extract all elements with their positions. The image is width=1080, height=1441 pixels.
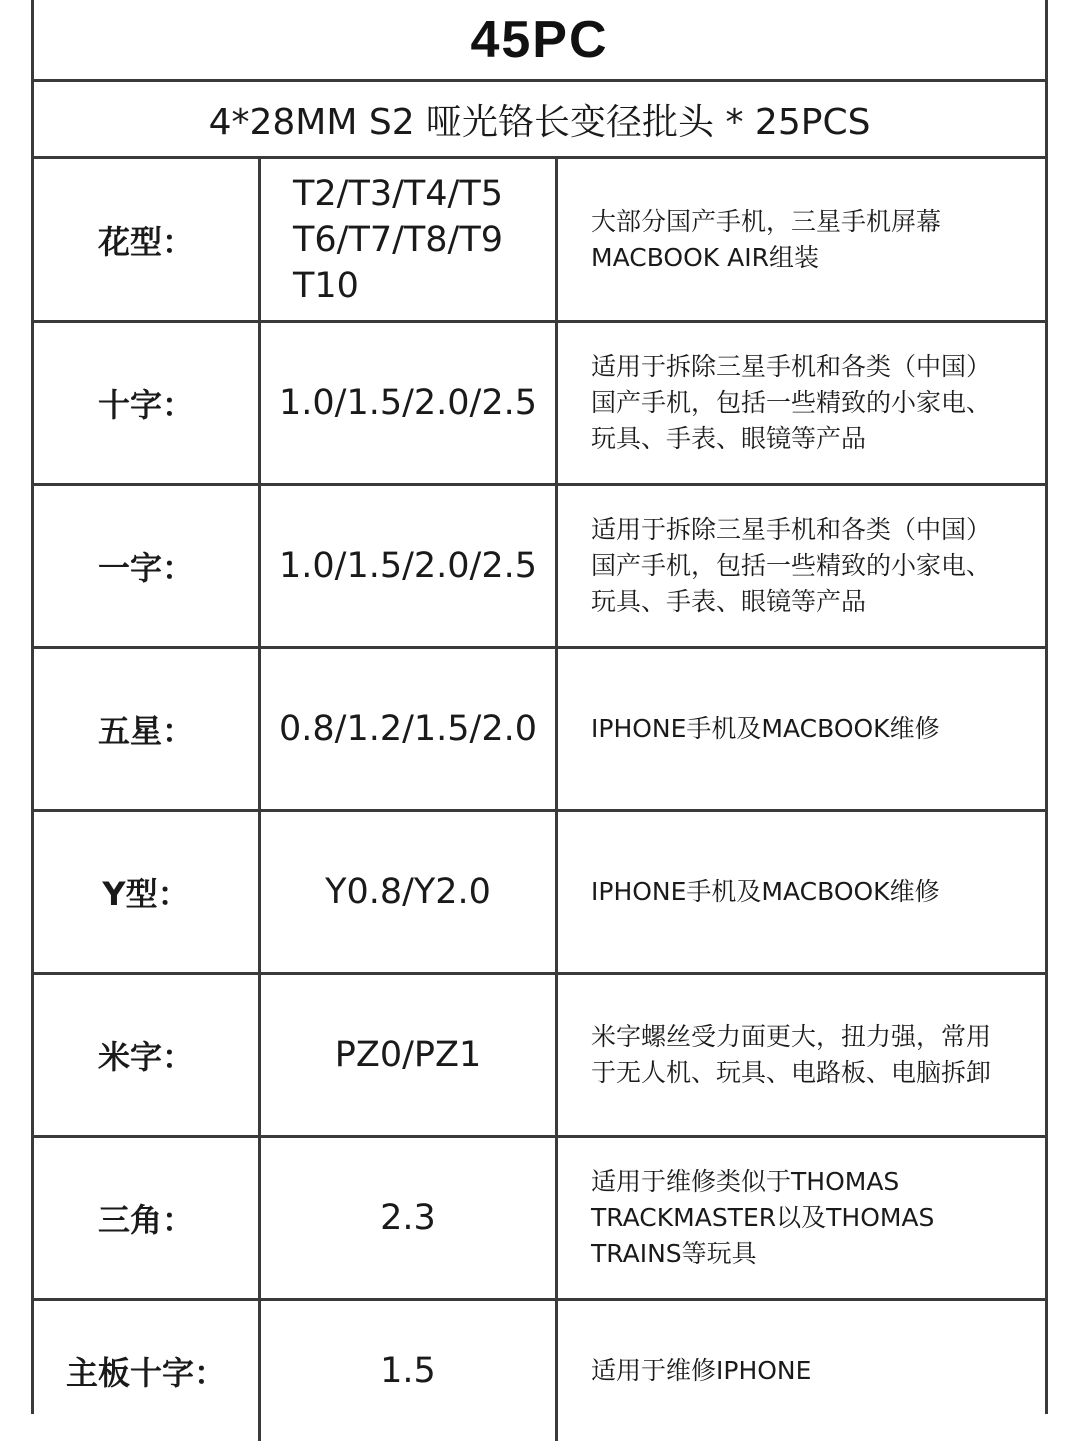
desc-line: IPHONE手机及MACBOOK维修: [591, 714, 940, 743]
spec-line: T10: [293, 265, 359, 306]
table-row: [34, 1301, 1045, 1441]
row-spec: 1.5: [261, 1301, 558, 1441]
row-label: 主板十字：: [34, 1301, 261, 1441]
row-description: [558, 323, 1045, 483]
row-label: 十字：: [34, 323, 261, 483]
spec-line: T2/T3/T4/T5: [293, 173, 503, 214]
desc-line: 适用于拆除三星手机和各类（中国）: [591, 352, 992, 381]
table-row: [34, 812, 1045, 975]
desc-line: 适用于拆除三星手机和各类（中国）: [591, 515, 992, 544]
row-label: 五星：: [34, 649, 261, 809]
row-spec: Y0.8/Y2.0: [261, 812, 558, 972]
table-row: [34, 649, 1045, 812]
desc-line: 玩具、手表、眼镜等产品: [591, 587, 867, 616]
row-spec: 2.3: [261, 1138, 558, 1298]
desc-line: 适用于维修类似于THOMAS: [591, 1167, 900, 1196]
table-row: [34, 1138, 1045, 1301]
table-row: [34, 323, 1045, 486]
row-description: [558, 975, 1045, 1135]
desc-line: TRAINS等玩具: [591, 1239, 757, 1268]
row-description: [558, 1301, 1045, 1441]
table-title: 45PC: [34, 0, 1045, 82]
desc-line: 玩具、手表、眼镜等产品: [591, 424, 867, 453]
row-spec: 1.0/1.5/2.0/2.5: [261, 323, 558, 483]
table-subtitle: 4*28MM S2 哑光铬长变径批头 * 25PCS: [34, 82, 1045, 159]
spec-table: [31, 0, 1048, 1414]
desc-line: MACBOOK AIR组装: [591, 242, 819, 272]
table-row: [34, 486, 1045, 649]
row-description: [558, 159, 1045, 320]
desc-line: 于无人机、玩具、电路板、电脑拆卸: [591, 1058, 992, 1087]
row-label: Y型：: [34, 812, 261, 972]
desc-line: 国产手机，包括一些精致的小家电、: [591, 388, 992, 417]
row-description: [558, 486, 1045, 646]
desc-line: 国产手机，包括一些精致的小家电、: [591, 551, 992, 580]
row-label: 花型：: [34, 159, 261, 320]
row-description: [558, 812, 1045, 972]
desc-line: 大部分国产手机，三星手机屏幕: [591, 206, 942, 236]
desc-line: IPHONE手机及MACBOOK维修: [591, 877, 940, 906]
row-description: [558, 649, 1045, 809]
desc-line: TRACKMASTER以及THOMAS: [591, 1203, 935, 1232]
desc-line: 米字螺丝受力面更大，扭力强，常用: [591, 1022, 992, 1051]
row-description: [558, 1138, 1045, 1298]
row-spec: 0.8/1.2/1.5/2.0: [261, 649, 558, 809]
table-row: [34, 159, 1045, 323]
spec-line: T6/T7/T8/T9: [293, 219, 503, 260]
row-spec: 1.0/1.5/2.0/2.5: [261, 486, 558, 646]
row-label: 一字：: [34, 486, 261, 646]
row-spec: PZ0/PZ1: [261, 975, 558, 1135]
table-row: [34, 975, 1045, 1138]
row-label: 米字：: [34, 975, 261, 1135]
desc-line: 适用于维修IPHONE: [591, 1356, 812, 1385]
row-label: 三角：: [34, 1138, 261, 1298]
row-spec: [261, 159, 558, 320]
table-body: [34, 159, 1045, 1441]
